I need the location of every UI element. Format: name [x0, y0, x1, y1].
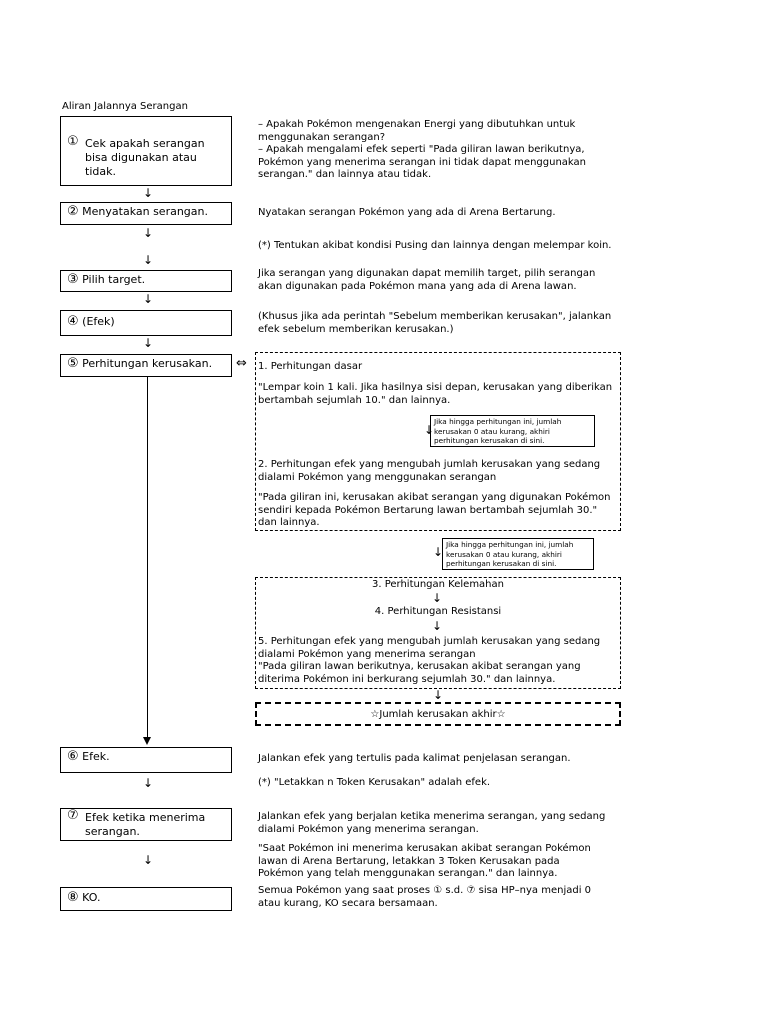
- step-1-box: [60, 116, 232, 186]
- arrow-down-icon: ↓: [432, 619, 443, 633]
- step-7-box: [60, 808, 232, 841]
- arrow-down-icon: ↓: [433, 688, 444, 702]
- arrow-down-icon: ↓: [143, 853, 154, 867]
- step-4-box: [60, 310, 232, 336]
- step-3-label: Pilih target.: [82, 273, 146, 286]
- arrow-down-icon: ↓: [143, 226, 154, 240]
- final-damage-box: [255, 702, 621, 726]
- step-3-box: [60, 270, 232, 292]
- step-1-desc-b: – Apakah mengalami efek seperti "Pada giliran lawan berikutnya, Pokémon yang menerima serangan ini tidak dapat menggunakan serangan." dan lainnya atau tidak.: [258, 144, 586, 180]
- step-4-number: ④: [67, 314, 79, 329]
- step-7-desc: Jalankan efek yang berjalan ketika menerima serangan, yang sedang dialami Pokémon yang menerima serangan.: [258, 811, 606, 835]
- step-1-desc-a: – Apakah Pokémon mengenakan Energi yang dibutuhkan untuk menggunakan serangan?: [258, 119, 576, 143]
- step-2-label: Menyatakan serangan.: [82, 205, 209, 218]
- step-7-number: ⑦: [67, 808, 79, 823]
- arrow-down-icon: ↓: [143, 253, 154, 267]
- arrow-down-icon: ↓: [143, 776, 154, 790]
- step-8-label: KO.: [82, 891, 101, 904]
- arrow-down-icon: ↓: [433, 545, 444, 559]
- step-1-desc: [258, 119, 608, 182]
- step-4-label: (Efek): [82, 315, 115, 328]
- stop-note-1: Jika hingga perhitungan ini, jumlah kerusakan 0 atau kurang, akhiri perhitungan kerusakan di sini.: [430, 415, 595, 447]
- arrow-down-icon: ↓: [432, 591, 443, 605]
- step-6-desc: Jalankan efek yang tertulis pada kalimat penjelasan serangan.: [258, 753, 571, 764]
- double-arrow-icon: ⇔: [236, 356, 247, 371]
- page-title: Aliran Jalannya Serangan: [62, 101, 188, 112]
- step-7-label: Efek ketika menerima serangan.: [85, 811, 206, 838]
- step-6-note: (*) "Letakkan n Token Kerusakan" adalah efek.: [258, 777, 491, 788]
- step-8-box: [60, 887, 232, 911]
- step-3-number: ③: [67, 272, 79, 287]
- defender-title: 5. Perhitungan efek yang mengubah jumlah kerusakan yang sedang dialami Pokémon yang menerima serangan: [258, 636, 601, 660]
- attacker-title: 2. Perhitungan efek yang mengubah jumlah kerusakan yang sedang dialami Pokémon yang menggunakan serangan: [258, 459, 601, 483]
- step-6-box: [60, 747, 232, 773]
- step-5-box: [60, 354, 232, 377]
- step-7-example: "Saat Pokémon ini menerima kerusakan akibat serangan Pokémon lawan di Arena Bertarung, letakkan 3 Token Kerusakan pada Pokémon yang telah menggunakan serangan." dan lainnya.: [258, 843, 591, 879]
- defender-example: "Pada giliran lawan berikutnya, kerusakan akibat serangan yang diterima Pokémon ini berkurang sejumlah 30." dan lainnya.: [258, 661, 581, 685]
- connector-line: [147, 377, 148, 739]
- stop-note-2: Jika hingga perhitungan ini, jumlah kerusakan 0 atau kurang, akhiri perhitungan kerusakan di sini.: [442, 538, 594, 570]
- resistance-step: 4. Perhitungan Resistansi: [374, 606, 502, 617]
- attacker-example: "Pada giliran ini, kerusakan akibat serangan yang digunakan Pokémon sendiri kepada Pokémon Bertarung lawan bertambah sejumlah 30." dan lainnya.: [258, 492, 611, 528]
- step-1-number: ①: [67, 134, 79, 149]
- step-5-number: ⑤: [67, 356, 79, 371]
- step-4-desc: (Khusus jika ada perintah "Sebelum memberikan kerusakan", jalankan efek sebelum memberikan kerusakan.): [258, 311, 612, 335]
- step-1-label: Cek apakah serangan bisa digunakan atau tidak.: [85, 137, 205, 178]
- step-8-number: ⑧: [67, 890, 79, 905]
- arrow-down-icon: ↓: [143, 186, 154, 200]
- base-example: "Lempar koin 1 kali. Jika hasilnya sisi depan, kerusakan yang diberikan bertambah sejumlah 10." dan lainnya.: [258, 382, 613, 406]
- step-5-label: Perhitungan kerusakan.: [82, 357, 213, 370]
- step-2-desc: Nyatakan serangan Pokémon yang ada di Arena Bertarung.: [258, 207, 556, 218]
- step-6-number: ⑥: [67, 749, 79, 764]
- step-3-desc: Jika serangan yang digunakan dapat memilih target, pilih serangan akan digunakan pada Pokémon mana yang ada di Arena lawan.: [258, 268, 596, 292]
- step-2-note: (*) Tentukan akibat kondisi Pusing dan lainnya dengan melempar koin.: [258, 240, 612, 251]
- step-2-number: ②: [67, 204, 79, 219]
- final-damage-label: ☆Jumlah kerusakan akhir☆: [370, 709, 506, 720]
- step-2-box: [60, 202, 232, 225]
- arrow-down-icon: ↓: [143, 292, 154, 306]
- step-8-desc: Semua Pokémon yang saat proses ① s.d. ⑦ sisa HP–nya menjadi 0 atau kurang, KO secara bersamaan.: [258, 885, 592, 909]
- arrow-down-icon: ↓: [143, 336, 154, 350]
- base-title: 1. Perhitungan dasar: [258, 361, 363, 372]
- arrow-head-icon: [143, 737, 151, 745]
- weakness-step: 3. Perhitungan Kelemahan: [371, 579, 504, 590]
- arrow-down-icon: ↓: [424, 423, 435, 437]
- step-6-label: Efek.: [82, 750, 110, 763]
